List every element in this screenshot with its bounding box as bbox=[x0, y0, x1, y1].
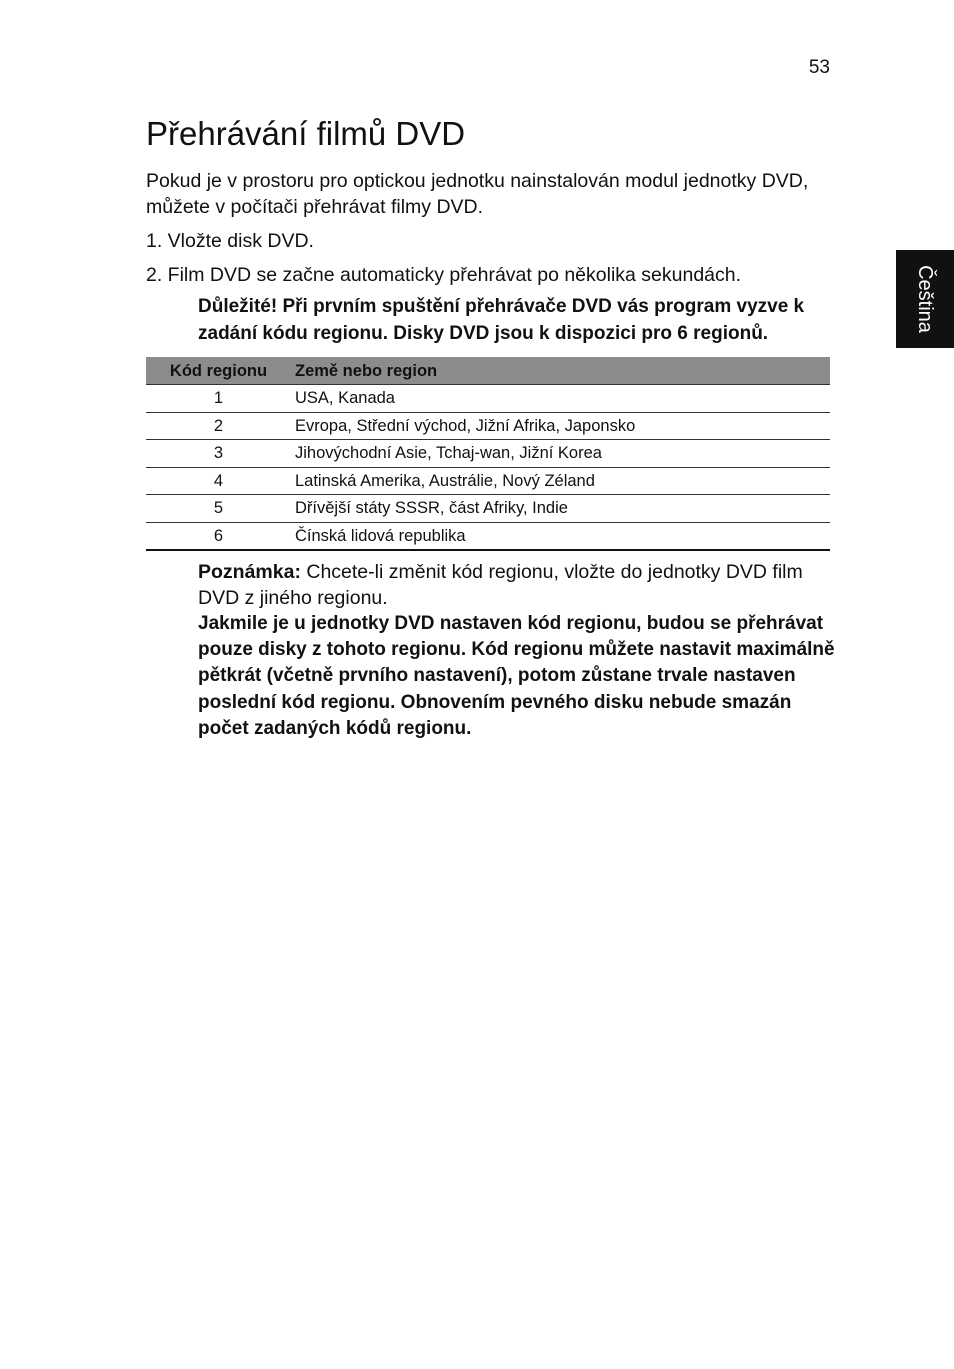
section-title: Přehrávání filmů DVD bbox=[146, 115, 466, 152]
step-1: 1. Vložte disk DVD. bbox=[146, 230, 314, 252]
region-country-cell: Latinská Amerika, Austrálie, Nový Zéland bbox=[291, 467, 830, 495]
table-row bbox=[146, 495, 830, 523]
region-code-cell: 1 bbox=[146, 385, 291, 413]
note-text: Chcete-li změnit kód regionu, vložte do jednotky DVD film DVD z jiného regionu. bbox=[198, 561, 803, 609]
important-notice: Důležité! Při prvním spuštění přehrávače DVD vás program vyzve k zadání kódu regionu. Disky DVD jsou k dispozici pro 6 regionů. bbox=[198, 296, 805, 344]
region-country-cell: Evropa, Střední východ, Jižní Afrika, Japonsko bbox=[291, 412, 830, 440]
table-row bbox=[146, 385, 830, 413]
region-code-cell: 5 bbox=[146, 495, 291, 523]
page-number: 53 bbox=[808, 57, 830, 78]
region-country-cell: USA, Kanada bbox=[291, 385, 830, 413]
table-header-row bbox=[146, 357, 830, 385]
step-2: 2. Film DVD se začne automaticky přehrávat po několika sekundách. bbox=[146, 264, 742, 286]
region-warning: Jakmile je u jednotky DVD nastaven kód regionu, budou se přehrávat pouze disky z tohoto regionu. Kód regionu můžete nastavit maximálně pětkrát (včetně prvního nastavení), potom zůstane trvale nastaven poslední kód regionu. Obnovením pevného disku nebude smazán počet zadaných kódů regionu. bbox=[198, 613, 835, 739]
region-code-table bbox=[146, 357, 830, 551]
language-tab-label: Čeština bbox=[914, 265, 936, 333]
region-code-cell: 2 bbox=[146, 412, 291, 440]
region-code-cell: 3 bbox=[146, 440, 291, 468]
note-paragraph bbox=[198, 559, 836, 611]
region-code-cell: 4 bbox=[146, 467, 291, 495]
main-content bbox=[146, 114, 836, 742]
table-row bbox=[146, 522, 830, 550]
region-country-cell: Čínská lidová republika bbox=[291, 522, 830, 550]
column-header-country: Země nebo region bbox=[291, 357, 830, 385]
intro-paragraph: Pokud je v prostoru pro optickou jednotku nainstalován modul jednotky DVD, můžete v počítači přehrávat filmy DVD. bbox=[146, 170, 809, 218]
table-row bbox=[146, 412, 830, 440]
region-country-cell: Dřívější státy SSSR, část Afriky, Indie bbox=[291, 495, 830, 523]
table-row bbox=[146, 440, 830, 468]
region-code-cell: 6 bbox=[146, 522, 291, 550]
language-tab bbox=[896, 250, 954, 348]
column-header-region-code: Kód regionu bbox=[146, 357, 291, 385]
note-label: Poznámka: bbox=[198, 561, 301, 583]
table-row bbox=[146, 467, 830, 495]
region-country-cell: Jihovýchodní Asie, Tchaj-wan, Jižní Korea bbox=[291, 440, 830, 468]
